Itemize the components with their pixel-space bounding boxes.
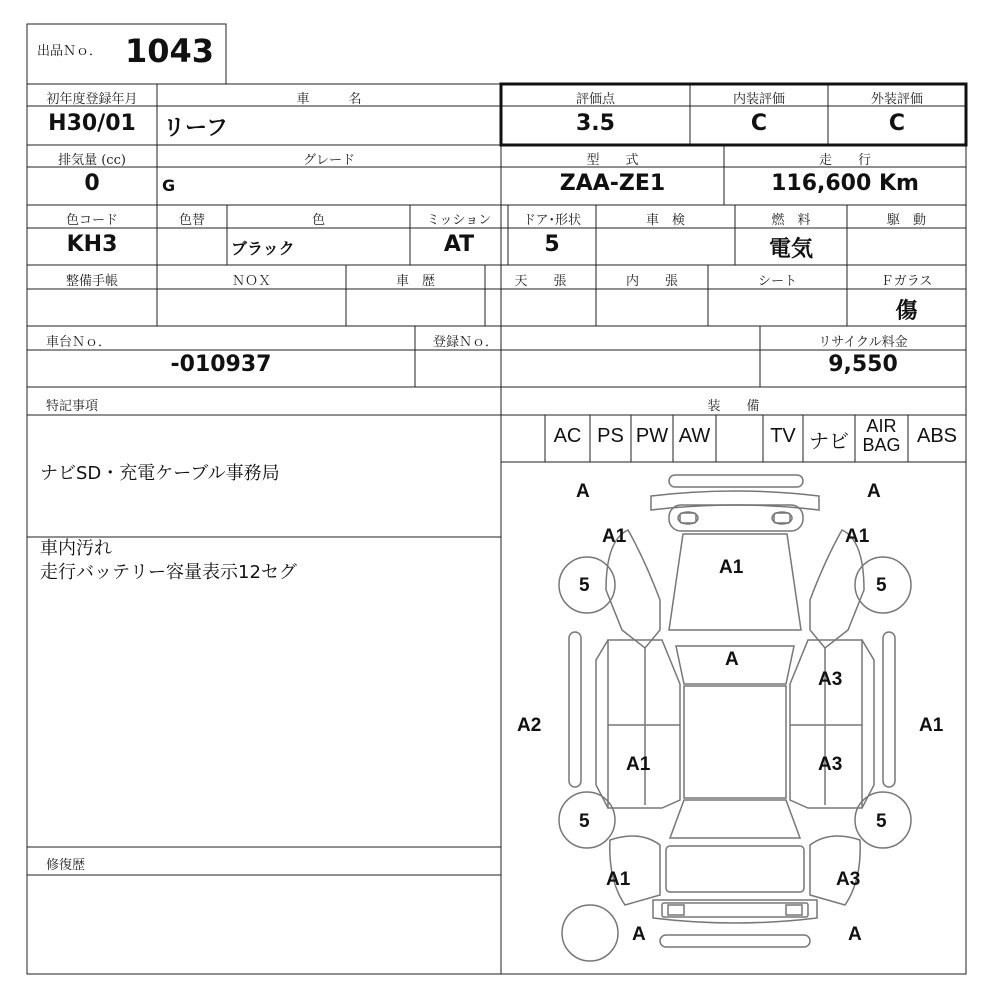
mark-tire-front-right: 5: [876, 575, 887, 596]
mark-front-bumper-left: A: [576, 481, 590, 502]
mark-tire-front-left: 5: [579, 575, 590, 596]
first-registration-label: 初年度登録年月: [46, 92, 138, 107]
mark-rear-fender-left: A1: [606, 869, 631, 890]
color-code-value: KH3: [66, 232, 118, 257]
recycle-fee-value: 9,550: [828, 352, 898, 377]
color-value: ブラック: [231, 239, 295, 258]
mark-tire-rear-right: 5: [876, 811, 887, 832]
model-label: 型 式: [586, 153, 639, 168]
remarks-line-1: ナビSD・充電ケーブル事務局: [40, 463, 280, 484]
mark-door-front-right: A3: [818, 669, 843, 690]
exterior-score-value: C: [888, 111, 906, 136]
equipment-tv: TV: [770, 425, 796, 447]
remarks-line-2: 車内汚れ 走行バッテリー容量表示12セグ: [40, 538, 297, 583]
mark-rear-bumper-right: A: [848, 924, 862, 945]
color-change-label: 色替: [178, 213, 205, 228]
chassis-no-value: -010937: [170, 352, 272, 377]
grade-value: G: [162, 176, 176, 195]
equipment-pw: PW: [635, 425, 669, 447]
color-code-label: 色コード: [65, 213, 118, 228]
inspection-label: 車 検: [645, 213, 685, 228]
equipment-airbag: AIR BAG: [862, 416, 901, 455]
exterior-score-label: 外装評価: [870, 92, 923, 107]
car-name-value: リーフ: [163, 116, 228, 141]
displacement-value: 0: [84, 171, 100, 196]
mileage-label: 走 行: [818, 153, 871, 168]
score-value: 3.5: [576, 111, 615, 136]
lot-number: 1043: [125, 32, 215, 70]
drive-label: 駆 動: [886, 213, 926, 228]
equipment-navi: ナビ: [809, 431, 849, 453]
mark-front-fender-right: A1: [845, 526, 870, 547]
f-glass-label: Ｆガラス: [880, 274, 933, 289]
mark-windshield: A: [725, 649, 739, 670]
equipment-ac: AC: [553, 425, 582, 447]
first-registration-value: H30/01: [48, 111, 136, 136]
mark-front-bumper-right: A: [867, 481, 881, 502]
interior-lining-label: 内 張: [625, 274, 678, 289]
displacement-label: 排気量 (cc): [58, 153, 126, 168]
remarks-label: 特記事項: [46, 399, 99, 414]
mark-front-fender-left: A1: [602, 526, 627, 547]
mark-door-rear-left: A1: [626, 754, 651, 775]
grade-label: グレード: [302, 153, 355, 168]
mark-rear-fender-right: A3: [836, 869, 861, 890]
door-shape-label: ドア･形状: [522, 213, 582, 228]
equipment-label: 装 備: [707, 399, 760, 414]
fuel-value: 電気: [768, 237, 813, 262]
repair-history-label: 修復歴: [46, 858, 86, 873]
seat-label: シート: [757, 274, 797, 289]
mileage-value: 116,600 Km: [771, 171, 919, 196]
mark-side-left: A2: [517, 715, 542, 736]
door-shape-value: 5: [544, 232, 560, 257]
fuel-label: 燃 料: [771, 213, 811, 228]
reg-no-label: 登録Ｎｏ．: [433, 335, 499, 350]
roof-label: 天 張: [514, 274, 567, 289]
mark-rear-bumper-left: A: [632, 924, 646, 945]
mark-tire-rear-left: 5: [579, 811, 590, 832]
model-value: ZAA-ZE1: [559, 171, 666, 196]
f-glass-value: 傷: [895, 299, 918, 324]
mark-door-rear-right: A3: [818, 754, 843, 775]
score-label: 評価点: [575, 92, 615, 107]
mark-side-right: A1: [919, 715, 944, 736]
recycle-fee-label: リサイクル料金: [818, 335, 908, 350]
nox-label: ＮＯＸ: [231, 274, 271, 289]
maintenance-label: 整備手帳: [65, 274, 118, 289]
transmission-label: ミッション: [426, 213, 492, 228]
chassis-no-label: 車台Ｎｏ．: [46, 335, 112, 350]
interior-score-value: C: [750, 111, 768, 136]
equipment-ps: PS: [597, 425, 624, 447]
equipment-abs: ABS: [916, 425, 958, 447]
mark-hood: A1: [719, 557, 744, 578]
interior-score-label: 内装評価: [732, 92, 785, 107]
color-label: 色: [311, 213, 325, 228]
transmission-value: AT: [443, 232, 475, 257]
car-name-label: 車 名: [296, 92, 362, 107]
history-label: 車 歴: [395, 274, 435, 289]
equipment-aw: AW: [678, 425, 711, 447]
lot-number-label: 出品Ｎｏ．: [37, 44, 103, 59]
